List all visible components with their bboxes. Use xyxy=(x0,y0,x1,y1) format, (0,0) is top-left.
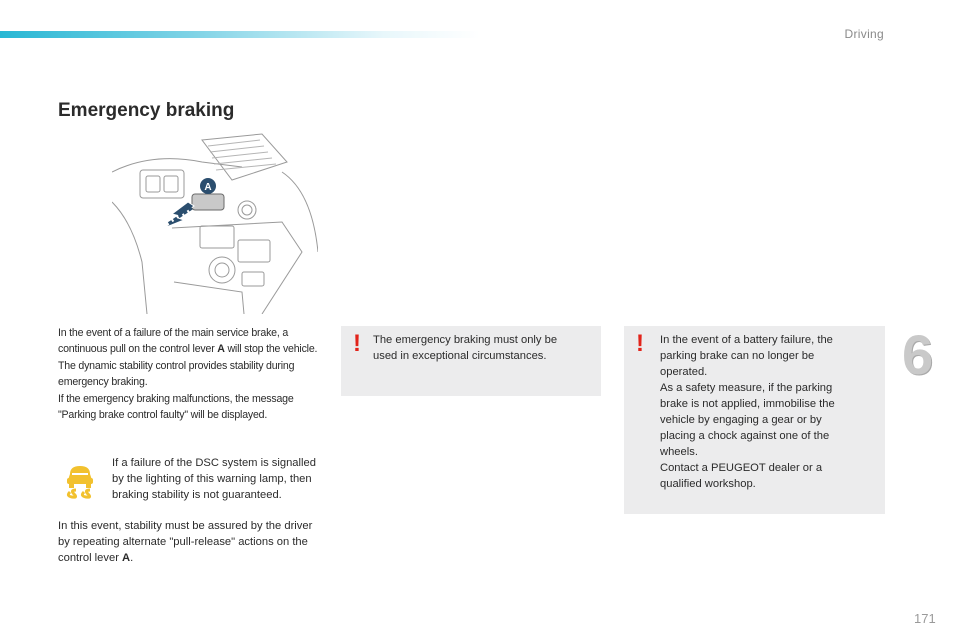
stability-paragraph: The dynamic stability control provides stability during emergency braking. xyxy=(58,359,295,389)
parking-brake-illustration xyxy=(112,132,318,314)
chapter-number: 6 xyxy=(902,323,934,386)
warning-exclamation-icon: ! xyxy=(353,330,361,357)
exceptional-use-note xyxy=(341,326,601,396)
header-accent-bar xyxy=(0,31,480,38)
pull-release-paragraph: In this event, stability must be assured by the driver by repeating alternate "pull-release" actions on the control lever A. xyxy=(58,520,313,564)
warning-exclamation-icon: ! xyxy=(636,330,644,357)
page-number: 171 xyxy=(914,611,936,626)
control-lever-a xyxy=(192,194,224,210)
battery-failure-note xyxy=(624,326,885,514)
page-title: Emergency braking xyxy=(58,100,235,121)
dsc-warning-text: If a failure of the DSC system is signalled by the lighting of this warning lamp, then braking stability is not guaranteed. xyxy=(112,457,316,501)
lever-reference: A xyxy=(122,552,131,564)
note-text: In the event of a battery failure, the parking brake can no longer be operated. As a safety measure, if the parking brake is not applied, immobilise the vehicle by engaging a gear or by placing a chock against one of the wheels. Contact a PEUGEOT dealer or a qualified workshop. xyxy=(660,334,835,490)
stability-warning-icon xyxy=(62,460,98,500)
callout-a-label: A xyxy=(204,182,212,193)
note-text: The emergency braking must only be used in exceptional circumstances. xyxy=(373,334,558,362)
section-title: Driving xyxy=(844,27,884,41)
malfunction-paragraph: If the emergency braking malfunctions, the message "Parking brake control faulty" will be displayed. xyxy=(58,392,294,422)
intro-paragraph: In the event of a failure of the main service brake, a continuous pull on the control lever A will stop the vehicle. The dynamic stability control provides stability during emergency braking. If the emergency braking malfunctions, the message "Parking brake control faulty" will be displayed. xyxy=(58,325,320,423)
lever-reference: A xyxy=(217,343,225,356)
